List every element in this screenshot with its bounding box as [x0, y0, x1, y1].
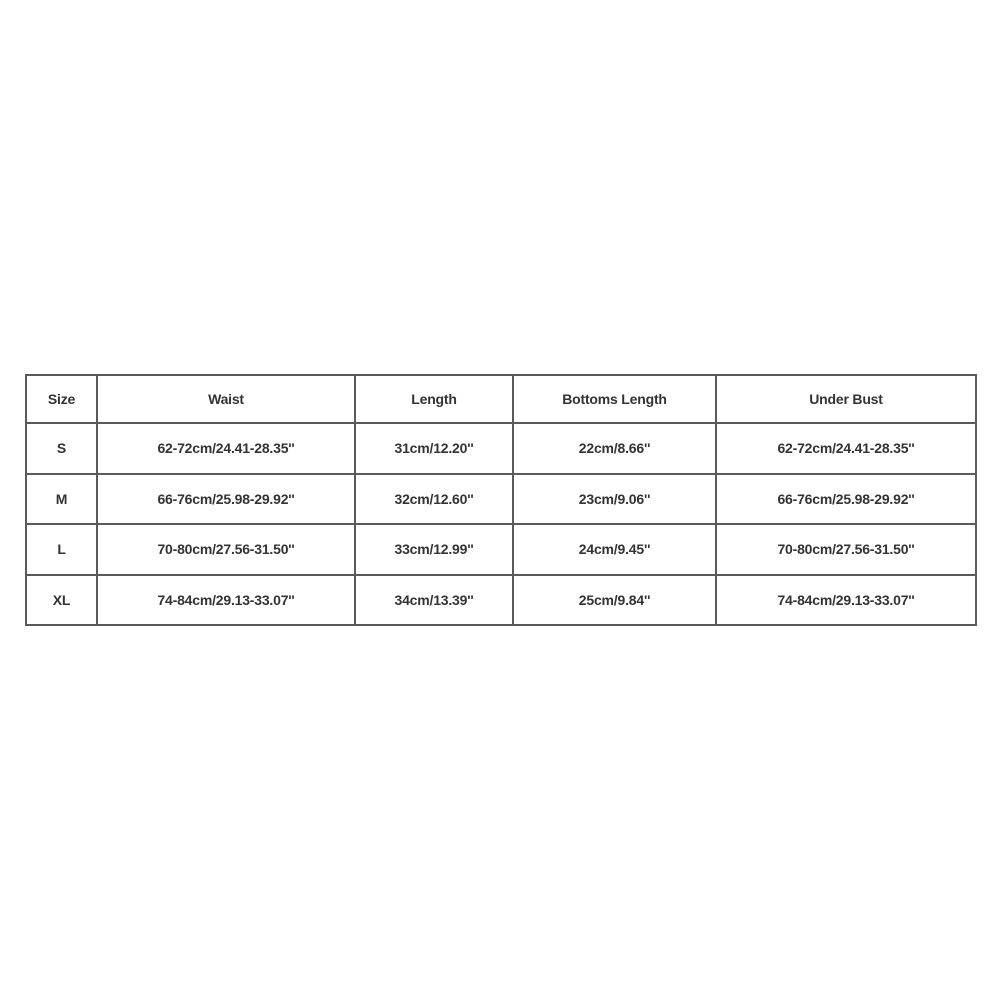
- cell-waist: 62-72cm/24.41-28.35'': [97, 423, 355, 474]
- cell-size: M: [26, 474, 97, 525]
- cell-bottoms-length: 22cm/8.66'': [513, 423, 716, 474]
- cell-waist: 66-76cm/25.98-29.92'': [97, 474, 355, 525]
- cell-under-bust: 66-76cm/25.98-29.92'': [716, 474, 976, 525]
- cell-size: S: [26, 423, 97, 474]
- table-header-row: [26, 375, 976, 423]
- cell-bottoms-length: 24cm/9.45'': [513, 524, 716, 575]
- table-row: [26, 524, 976, 575]
- header-length: Length: [355, 375, 513, 423]
- header-under-bust: Under Bust: [716, 375, 976, 423]
- cell-length: 31cm/12.20'': [355, 423, 513, 474]
- header-size: Size: [26, 375, 97, 423]
- header-waist: Waist: [97, 375, 355, 423]
- table-row: [26, 474, 976, 525]
- cell-bottoms-length: 25cm/9.84'': [513, 575, 716, 626]
- cell-length: 33cm/12.99'': [355, 524, 513, 575]
- cell-under-bust: 74-84cm/29.13-33.07'': [716, 575, 976, 626]
- table-row: [26, 575, 976, 626]
- size-chart-table: [25, 374, 977, 626]
- cell-under-bust: 70-80cm/27.56-31.50'': [716, 524, 976, 575]
- cell-length: 32cm/12.60'': [355, 474, 513, 525]
- header-bottoms-length: Bottoms Length: [513, 375, 716, 423]
- cell-under-bust: 62-72cm/24.41-28.35'': [716, 423, 976, 474]
- cell-size: XL: [26, 575, 97, 626]
- cell-length: 34cm/13.39'': [355, 575, 513, 626]
- table-row: [26, 423, 976, 474]
- cell-waist: 70-80cm/27.56-31.50'': [97, 524, 355, 575]
- cell-bottoms-length: 23cm/9.06'': [513, 474, 716, 525]
- cell-waist: 74-84cm/29.13-33.07'': [97, 575, 355, 626]
- cell-size: L: [26, 524, 97, 575]
